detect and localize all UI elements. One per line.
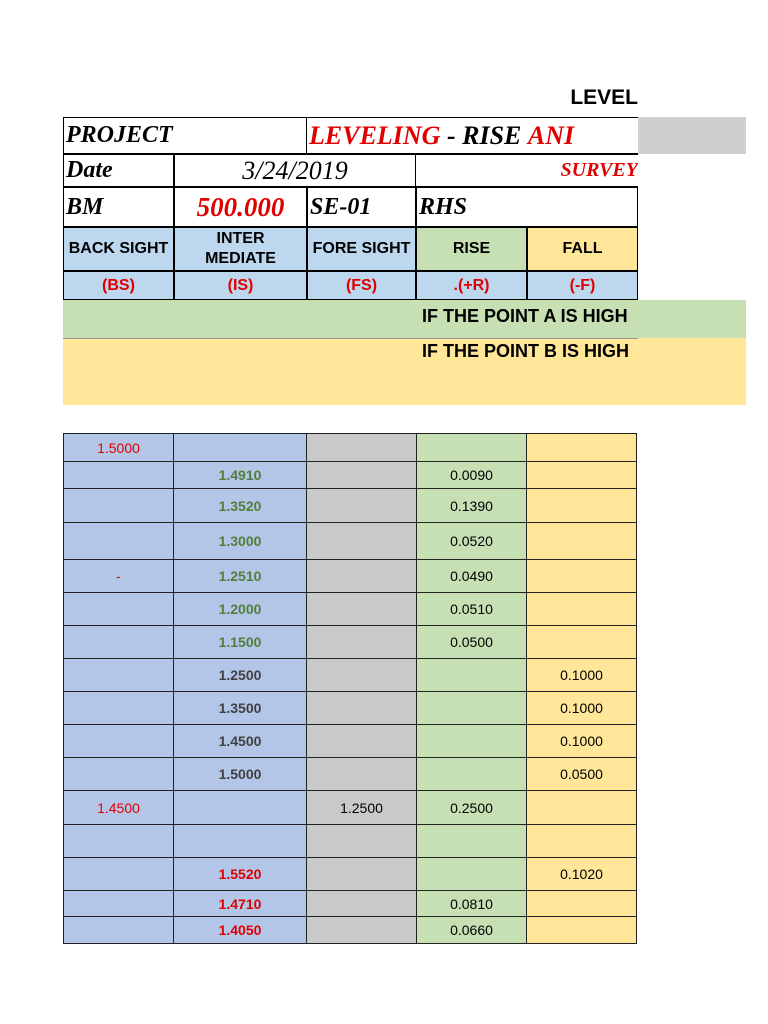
rise-cell[interactable] [417, 725, 527, 758]
fall-cell[interactable] [527, 560, 637, 593]
col-header-fall-label: FALL [562, 240, 603, 257]
bm-label-cell [63, 187, 174, 227]
table-row [64, 593, 637, 626]
fall-cell[interactable] [527, 891, 637, 917]
bs-cell[interactable] [64, 626, 174, 659]
leveling-data-table [63, 433, 637, 944]
project-title-part2: - RISE [440, 120, 528, 150]
note-point-a: IF THE POINT A IS HIGH [422, 306, 628, 326]
date-label-cell [63, 154, 174, 187]
bs-cell[interactable] [64, 858, 174, 891]
table-row [64, 758, 637, 791]
col-header-rise [416, 227, 527, 271]
abbr-fall [527, 271, 638, 300]
fs-cell[interactable] [307, 725, 417, 758]
bs-cell[interactable] [64, 758, 174, 791]
bs-cell[interactable] [64, 917, 174, 944]
rise-cell[interactable] [417, 858, 527, 891]
table-row [64, 692, 637, 725]
table-row [64, 858, 637, 891]
is-cell[interactable]: 1.2500 [174, 659, 307, 692]
rise-cell[interactable] [417, 825, 527, 858]
fall-cell[interactable] [527, 917, 637, 944]
survey-cell [416, 154, 638, 187]
abbr-bs-label: (BS) [102, 276, 135, 294]
fs-cell[interactable] [307, 858, 417, 891]
fall-cell[interactable] [527, 626, 637, 659]
col-header-bs [63, 227, 174, 271]
fall-cell[interactable] [527, 523, 637, 560]
bs-cell[interactable] [64, 692, 174, 725]
col-header-is [174, 227, 307, 271]
col-header-is-label: INTER MEDIATE [205, 230, 276, 267]
date-label: Date [66, 157, 113, 183]
project-label-cell [63, 117, 307, 154]
rhs-cell [416, 187, 638, 227]
fs-cell[interactable]: 1.2500 [307, 791, 417, 825]
date-value-cell [174, 154, 416, 187]
bs-cell[interactable]: 1.5000 [64, 434, 174, 462]
table-row [64, 891, 637, 917]
fs-cell[interactable] [307, 891, 417, 917]
fs-cell[interactable] [307, 758, 417, 791]
is-cell[interactable] [174, 434, 307, 462]
fs-cell[interactable] [307, 462, 417, 489]
rise-cell[interactable]: 0.0510 [417, 593, 527, 626]
is-cell[interactable]: 1.3500 [174, 692, 307, 725]
abbr-rise-label: .(+R) [453, 276, 490, 294]
rise-cell[interactable]: 0.2500 [417, 791, 527, 825]
sheet-title: LEVEL [570, 86, 638, 109]
note-point-b-band [63, 338, 746, 405]
col-header-bs-label: BACK SIGHT [68, 240, 169, 257]
table-row [64, 917, 637, 944]
fall-cell[interactable]: 0.1000 [527, 692, 637, 725]
fall-cell[interactable] [527, 593, 637, 626]
col-header-rise-label: RISE [452, 240, 491, 257]
project-title-overflow-fill [638, 117, 746, 154]
bs-cell[interactable]: 1.4500 [64, 791, 174, 825]
is-cell[interactable] [174, 791, 307, 825]
table-row [64, 725, 637, 758]
fs-cell[interactable] [307, 434, 417, 462]
se-label: SE-01 [310, 193, 372, 220]
table-row [64, 825, 637, 858]
bs-cell[interactable] [64, 891, 174, 917]
rise-cell[interactable]: 0.0810 [417, 891, 527, 917]
fs-cell[interactable] [307, 626, 417, 659]
table-row [64, 626, 637, 659]
table-row [64, 659, 637, 692]
bs-cell[interactable] [64, 593, 174, 626]
bs-cell[interactable] [64, 523, 174, 560]
is-cell[interactable]: 1.1500 [174, 626, 307, 659]
is-cell[interactable]: 1.5520 [174, 858, 307, 891]
is-cell[interactable]: 1.5000 [174, 758, 307, 791]
bs-cell[interactable]: - [64, 560, 174, 593]
rise-cell[interactable] [417, 659, 527, 692]
bm-value: 500.000 [196, 191, 285, 222]
fs-cell[interactable] [307, 489, 417, 523]
is-cell[interactable]: 1.3000 [174, 523, 307, 560]
fs-cell[interactable] [307, 593, 417, 626]
table-row [64, 434, 637, 462]
rise-cell[interactable]: 0.0090 [417, 462, 527, 489]
bm-value-cell [174, 187, 307, 227]
table-row [64, 489, 637, 523]
fs-cell[interactable] [307, 692, 417, 725]
fall-cell[interactable]: 0.0500 [527, 758, 637, 791]
is-cell[interactable]: 1.4710 [174, 891, 307, 917]
abbr-bs [63, 271, 174, 300]
abbr-fall-label: (-F) [569, 276, 596, 294]
fall-cell[interactable]: 0.1020 [527, 858, 637, 891]
is-cell[interactable] [174, 825, 307, 858]
fs-cell[interactable] [307, 659, 417, 692]
project-label: PROJECT [66, 122, 173, 148]
is-cell[interactable]: 1.3520 [174, 489, 307, 523]
rise-cell[interactable]: 0.0500 [417, 626, 527, 659]
abbr-is-label: (IS) [227, 276, 254, 294]
fall-cell[interactable] [527, 434, 637, 462]
table-row [64, 791, 637, 825]
table-row [64, 462, 637, 489]
note-point-a-band [63, 300, 746, 338]
abbr-is [174, 271, 307, 300]
rhs-label: RHS [419, 193, 468, 220]
fall-cell[interactable] [527, 489, 637, 523]
fs-cell[interactable] [307, 917, 417, 944]
date-value: 3/24/2019 [242, 155, 348, 185]
rise-cell[interactable]: 0.1390 [417, 489, 527, 523]
abbr-fs [307, 271, 416, 300]
fs-cell[interactable] [307, 523, 417, 560]
note-point-b: IF THE POINT B IS HIGH [422, 341, 630, 361]
bs-cell[interactable] [64, 462, 174, 489]
fall-cell[interactable]: 0.1000 [527, 659, 637, 692]
fs-cell[interactable] [307, 825, 417, 858]
fall-cell[interactable] [527, 462, 637, 489]
abbr-fs-label: (FS) [345, 276, 378, 294]
se-cell [307, 187, 416, 227]
rise-cell[interactable]: 0.0660 [417, 917, 527, 944]
is-cell[interactable]: 1.4050 [174, 917, 307, 944]
is-cell[interactable]: 1.4910 [174, 462, 307, 489]
rise-cell[interactable] [417, 434, 527, 462]
fall-cell[interactable] [527, 791, 637, 825]
bs-cell[interactable] [64, 489, 174, 523]
fs-cell[interactable] [307, 560, 417, 593]
bs-cell[interactable] [64, 725, 174, 758]
col-header-fs [307, 227, 416, 271]
bm-label: BM [66, 193, 104, 220]
project-title-cell [307, 117, 638, 154]
fall-cell[interactable]: 0.1000 [527, 725, 637, 758]
rise-cell[interactable] [417, 692, 527, 725]
col-header-fs-label: FORE SIGHT [312, 240, 411, 257]
abbr-rise [416, 271, 527, 300]
col-header-fall [527, 227, 638, 271]
project-title-part1: LEVELING [309, 120, 441, 150]
project-title-part3: ANI [527, 120, 575, 150]
is-cell[interactable]: 1.2510 [174, 560, 307, 593]
survey-label: SURVEY [560, 159, 638, 181]
rise-cell[interactable]: 0.0490 [417, 560, 527, 593]
table-row [64, 560, 637, 593]
fall-cell[interactable] [527, 825, 637, 858]
rise-cell[interactable]: 0.0520 [417, 523, 527, 560]
bs-cell[interactable] [64, 659, 174, 692]
rise-cell[interactable] [417, 758, 527, 791]
bs-cell[interactable] [64, 825, 174, 858]
note-divider [63, 338, 638, 339]
is-cell[interactable]: 1.4500 [174, 725, 307, 758]
table-row [64, 523, 637, 560]
is-cell[interactable]: 1.2000 [174, 593, 307, 626]
